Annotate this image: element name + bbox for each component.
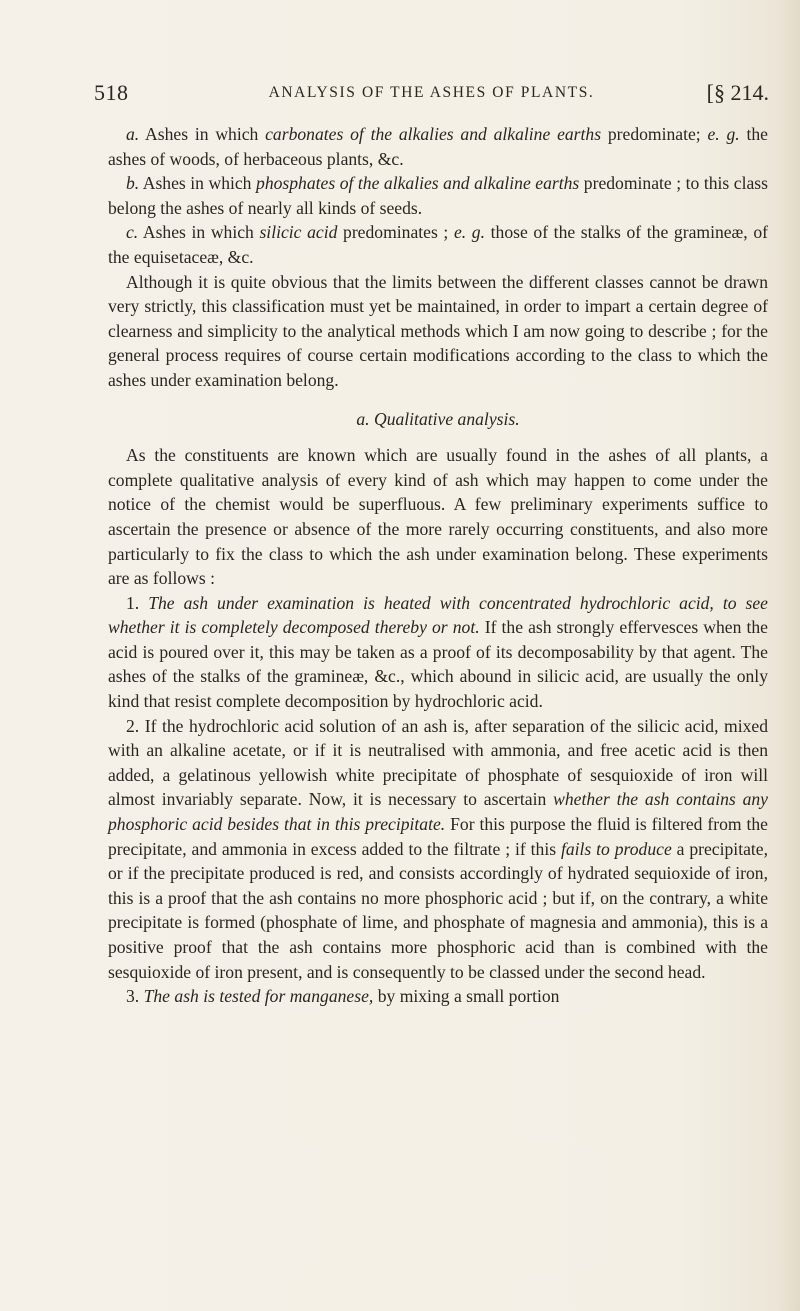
italic-run: e. g.	[453, 222, 485, 243]
italic-run: The ash under examination is heated with concentrated hydrochloric acid, to see whether it is completely decomposed thereby or not.	[108, 592, 768, 638]
section-heading	[108, 407, 768, 432]
text-run: Ashes in which	[139, 173, 257, 194]
text-run: those of the stalks of the gramineæ, of the equisetaceæ, &c.	[108, 222, 768, 267]
paragraph-item-1	[108, 591, 768, 714]
item-number: 1.	[126, 592, 140, 613]
body-text	[108, 122, 768, 1009]
text-run: If the hydrochloric acid solution of an ash is, after separation of the silicic acid, mixed with an alkaline acetate, or if it is neutralised with ammonia, and free acetic acid is then added, a gelatinous yellowish white precipitate of phosphate of sesquioxide of iron will almost invariably separate. Now, it is necessary to ascertain	[108, 715, 768, 810]
italic-run: phosphates of the alkalies and alkaline earths	[256, 173, 580, 194]
running-title: ANALYSIS OF THE ASHES OF PLANTS.	[268, 84, 595, 101]
section-reference: [§ 214.	[706, 80, 769, 105]
item-number: 2.	[126, 715, 140, 736]
running-head	[94, 80, 769, 110]
text-run: Ashes in which	[138, 222, 260, 243]
class-c-label: c.	[126, 222, 139, 243]
text-run: predominates ;	[337, 222, 454, 243]
italic-run: fails to produce	[560, 838, 672, 859]
heading-label: a.	[356, 408, 370, 429]
heading-title: Qualitative analysis.	[373, 408, 520, 429]
text-run: For this purpose the fluid is filtered from the precipitate, and ammonia in excess added to the filtrate ; if this	[108, 814, 768, 859]
text-run: predominate ; to this class belong the ashes of nearly all kinds of seeds.	[108, 173, 768, 218]
text-run: Ashes in which	[139, 124, 266, 144]
italic-run: e. g.	[707, 124, 740, 144]
text-run: a precipitate, or if the precipitate produced is red, and consists accordingly of hydrated sequioxide of iron, this is a proof that the ash contains no more phosphoric acid ; but if, on the contrary, a white precipitate is formed (phosphate of lime, and phosphate of magnesia and ammonia), this is a positive proof that the ash contains more phosphoric acid than is combined with the sesquioxide of iron present, and is consequently to be classed under the second head.	[108, 838, 768, 982]
item-number: 3.	[126, 986, 140, 1007]
text-run: predominate;	[601, 124, 708, 144]
paragraph-class-b	[108, 171, 768, 220]
italic-run: The ash is tested for manganese,	[139, 986, 374, 1007]
paragraph-constituents: As the constituents are known which are usually found in the ashes of all plants, a complete qualitative analysis of every kind of ash which may happen to come under the notice of the chemist would be superfluous. A few preliminary experiments suffice to ascertain the presence or absence of the more rarely occurring constituents, and also more particularly to fix the class to which the ash under examination belong. These experiments are as follows :	[108, 445, 768, 589]
text-run: If the ash strongly effervesces when the acid is poured over it, this may be taken as a proof of its decomposability by that agent. The ashes of the stalks of the gramineæ, &c., which abound in silicic acid, are usually the only kind that resist complete decomposition by hydrochloric acid.	[108, 617, 768, 712]
text-run: the ashes of woods, of herbaceous plants, &c.	[108, 124, 768, 169]
italic-run: carbonates of the alkalies and alkaline earths	[265, 124, 602, 144]
paragraph-although: Although it is quite obvious that the limits between the different classes cannot be drawn very strictly, this classification must yet be maintained, in order to impart a certain degree of clearness and simplicity to the analytical methods which I am now going to describe ; for the general process requires of course certain modifications according to the class to which the ashes under examination belong.	[108, 271, 768, 390]
paragraph-class-a	[108, 122, 768, 171]
page-number: 518	[94, 80, 129, 105]
class-b-label: b.	[126, 173, 140, 194]
paragraph-class-c	[108, 220, 768, 269]
paragraph-item-2	[108, 714, 768, 985]
text-run: by mixing a small portion	[373, 986, 560, 1007]
paragraph-item-3	[108, 984, 768, 1009]
italic-run: whether the ash contains any phosphoric acid besides that in this precipitate.	[108, 789, 768, 835]
class-a-label: a.	[126, 124, 140, 144]
italic-run: silicic acid	[259, 222, 338, 243]
